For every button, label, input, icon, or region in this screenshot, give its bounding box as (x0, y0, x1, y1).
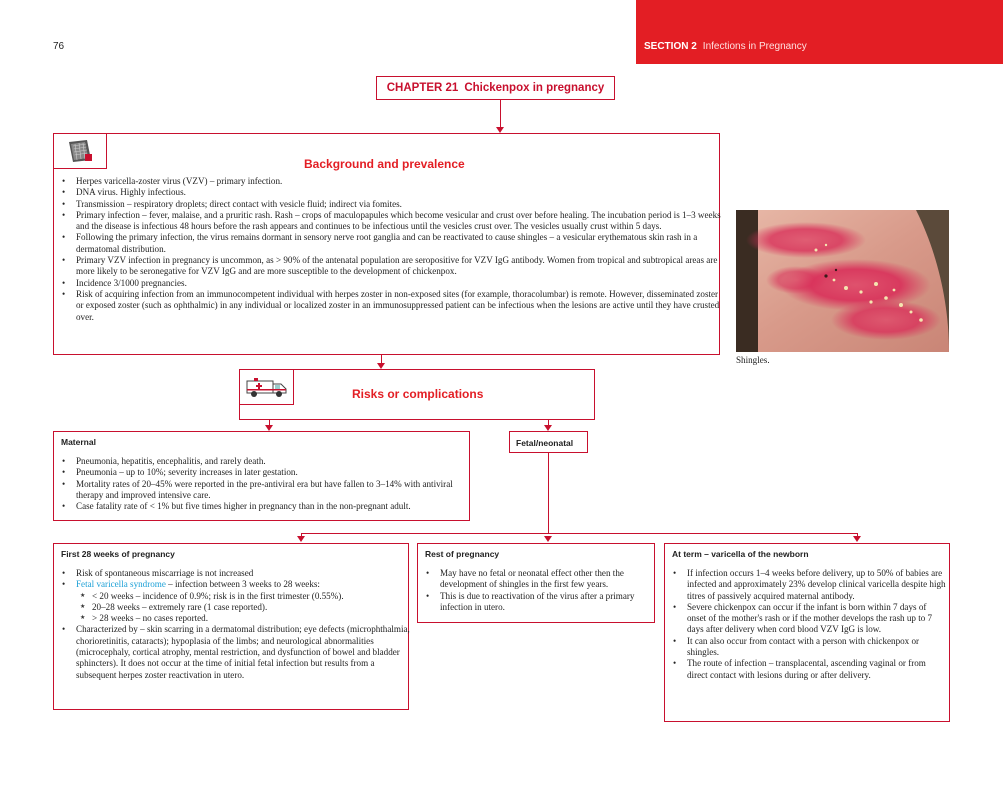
connector-line (301, 533, 857, 534)
list-item: • Case fatality rate of < 1% but five times higher in pregnancy than in the non-pregnant adult. (76, 501, 471, 512)
risks-title: Risks or complications (352, 387, 484, 401)
at-term-box (664, 543, 950, 722)
list-item: • Incidence 3/1000 pregnancies. (76, 278, 726, 289)
list-item: • Pneumonia – up to 10%; severity increases in later gestation. (76, 467, 471, 478)
list-item: • Severe chickenpox can occur if the infant is born within 7 days of onset of the mother's rash or if the mother develops the rash up to 7 days after delivery when cord blood VZV IgG is low. (687, 602, 947, 636)
background-box (53, 133, 720, 355)
fetal-varicella-syndrome-link[interactable]: Fetal varicella syndrome (76, 579, 166, 590)
list-item: • Pneumonia, hepatitis, encephalitis, and rarely death. (76, 456, 471, 467)
list-item: • Characterized by – skin scarring in a dermatomal distribution; eye defects (microphthalmia, chorioretinitis, cataracts); hypoplasia of the limbs; and neurological abnormalities (microcephaly, cortical atrophy, mental restriction, and dysfunction of bowel and bladder sphincters). It does not occur at the time of initial fetal infection but results from a subsequent herpes zoster reactivation in utero. (76, 624, 414, 680)
list-item: • It can also occur from contact with a person with chickenpox or shingles. (687, 636, 947, 659)
list-item: ★ > 28 weeks – no cases reported. (92, 613, 414, 624)
section-header-bar (636, 0, 1003, 64)
list-item: • The route of infection – transplacental, ascending vaginal or from direct contact with lesions during or after delivery. (687, 658, 947, 681)
arrow-down-icon (544, 536, 552, 542)
arrow-down-icon (297, 536, 305, 542)
list-item: • Risk of acquiring infection from an immunocompetent individual with herpes zoster in non-exposed sites (for example, thoracolumbar) is remote. However, disseminated zoster or exposed zoster (such as ophthalmic) in any individual or localized zoster in an immunosuppressed patient can be infectious when the lesions are active until they have crusted over. (76, 289, 726, 323)
risks-box (239, 369, 595, 420)
first-28-weeks-list (54, 568, 414, 681)
list-item: ★ 20–28 weeks – extremely rare (1 case reported). (92, 602, 414, 613)
arrow-down-icon (853, 536, 861, 542)
chapter-title: Chickenpox in pregnancy (464, 82, 605, 94)
ambulance-icon (246, 375, 288, 399)
first-28-weeks-heading: First 28 weeks of pregnancy (61, 549, 175, 559)
fetal-neonatal-heading: Fetal/neonatal (516, 438, 574, 448)
first-28-weeks-box (53, 543, 409, 710)
list-item: • Following the primary infection, the virus remains dormant in sensory nerve root ganglia and can be reactivated to cause shingles – a vesicular erythematous skin rash in a dermatomal distribution. (76, 232, 726, 255)
list-item: • This is due to reactivation of the virus after a primary infection in utero. (440, 591, 652, 614)
list-item: • Primary infection – fever, malaise, and a pruritic rash. Rash – crops of maculopapules which become vesicular and crust over before healing. The incubation period is 1–3 weeks and the disease is infectious 48 hours before the rash appears and continues to be infectious until the vesicles crust over. The vesicles usually crust within 5 days. (76, 210, 726, 233)
connector-line (500, 100, 501, 127)
at-term-list (665, 568, 947, 681)
fvs-sub-list (76, 591, 414, 625)
rest-of-pregnancy-box (417, 543, 655, 623)
connector-line (548, 453, 549, 533)
chapter-label: CHAPTER 21 (386, 82, 459, 94)
section-header (644, 41, 807, 52)
at-term-heading: At term – varicella of the newborn (672, 549, 809, 559)
list-item: • Primary VZV infection in pregnancy is uncommon, as > 90% of the antenatal population are seropositive for VZV IgG antibody. Women from tropical and subtropical areas are more likely to be seronegative for VZV IgG and are more susceptible to the development of chickenpox. (76, 255, 726, 278)
list-item: • Herpes varicella-zoster virus (VZV) – primary infection. (76, 176, 726, 187)
icon-frame (239, 369, 294, 405)
list-item: ★ < 20 weeks – incidence of 0.9%; risk is in the first trimester (0.55%). (92, 591, 414, 602)
fetal-neonatal-box (509, 431, 588, 453)
photo-caption: Shingles. (736, 355, 770, 365)
section-label: SECTION 2 (644, 41, 697, 52)
page-number: 76 (53, 41, 65, 52)
shingles-photo (736, 210, 949, 352)
maternal-list (54, 456, 471, 512)
list-item (76, 579, 414, 624)
chapter-title-box (376, 76, 615, 100)
maternal-box (53, 431, 470, 521)
fvs-description: – infection between 3 weeks to 28 weeks: (165, 579, 320, 590)
connector-line (381, 355, 382, 363)
list-item: • May have no fetal or neonatal effect other then the development of shingles in the first few years. (440, 568, 652, 591)
list-item: • Mortality rates of 20–45% were reported in the pre-antiviral era but have fallen to 3–14% with antiviral therapy and improved intensive care. (76, 479, 471, 502)
background-title: Background and prevalence (304, 157, 465, 171)
background-list (54, 176, 726, 323)
shingles-photo-image (736, 210, 949, 352)
section-title: Infections in Pregnancy (702, 41, 807, 52)
list-item: • DNA virus. Highly infectious. (76, 187, 726, 198)
icon-frame (53, 133, 107, 169)
list-item: • Risk of spontaneous miscarriage is not increased (76, 568, 414, 579)
rest-of-pregnancy-list (418, 568, 652, 613)
maternal-heading: Maternal (61, 437, 96, 447)
microscope-slide-icon (65, 138, 95, 164)
rest-of-pregnancy-heading: Rest of pregnancy (425, 549, 500, 559)
list-item: • Transmission – respiratory droplets; direct contact with vesicle fluid; indirect via fomites. (76, 199, 726, 210)
list-item: • If infection occurs 1–4 weeks before delivery, up to 50% of babies are infected and approximately 23% develop clinical varicella despite high titres of passively acquired maternal antibody. (687, 568, 947, 602)
